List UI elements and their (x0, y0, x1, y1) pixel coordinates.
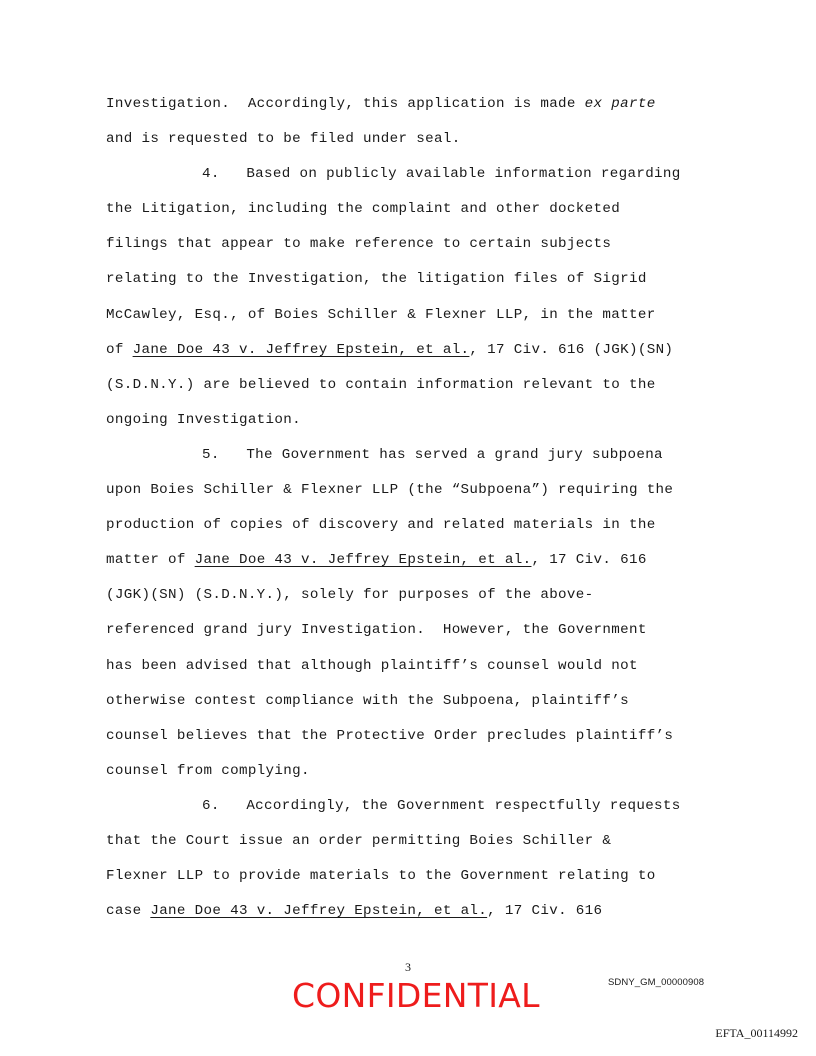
text-line: that the Court issue an order permitting Boies Schiller & (106, 832, 612, 849)
text-line: counsel believes that the Protective Order precludes plaintiff’s (106, 727, 674, 744)
case-citation: Jane Doe 43 v. Jeffrey Epstein, et al. (132, 341, 470, 358)
body-text (106, 87, 716, 929)
ex-parte-term: ex parte (584, 96, 656, 112)
paragraph-first-line: 6. Accordingly, the Government respectfully requests (202, 797, 681, 814)
text-line: upon Boies Schiller & Flexner LLP (the “Subpoena”) requiring the (106, 482, 674, 499)
text-line: production of copies of discovery and related materials in the (106, 517, 656, 534)
text-line: relating to the Investigation, the litigation files of Sigrid (106, 271, 647, 288)
text-line: referenced grand jury Investigation. However, the Government (106, 622, 647, 639)
text-line: McCawley, Esq., of Boies Schiller & Flexner LLP, in the matter (106, 306, 656, 323)
text-line: Flexner LLP to provide materials to the Government relating to (106, 868, 656, 885)
text-line: of Jane Doe 43 v. Jeffrey Epstein, et al., 17 Civ. 616 (JGK)(SN) (106, 341, 674, 358)
text-line: has been advised that although plaintiff’s counsel would not (106, 657, 638, 674)
text-line: filings that appear to make reference to certain subjects (106, 236, 612, 253)
case-citation: Jane Doe 43 v. Jeffrey Epstein, et al. (150, 903, 488, 920)
text-line: counsel from complying. (106, 762, 310, 779)
text-line: case Jane Doe 43 v. Jeffrey Epstein, et al., 17 Civ. 616 (106, 903, 603, 920)
text-line: and is requested to be filed under seal. (106, 131, 461, 148)
text-line: ongoing Investigation. (106, 411, 302, 428)
paragraph-first-line: 5. The Government has served a grand jury subpoena (202, 446, 663, 463)
paragraph-6 (106, 789, 716, 929)
text-line: (S.D.N.Y.) are believed to contain information relevant to the (106, 376, 656, 393)
page-number: 3 (405, 960, 411, 974)
case-citation: Jane Doe 43 v. Jeffrey Epstein, et al. (194, 552, 532, 569)
paragraph-5 (106, 438, 716, 789)
text-line: matter of Jane Doe 43 v. Jeffrey Epstein, et al., 17 Civ. 616 (106, 552, 647, 569)
confidential-stamp: CONFIDENTIAL (292, 976, 540, 1015)
text-line: otherwise contest compliance with the Subpoena, plaintiff’s (106, 692, 629, 709)
bates-number: SDNY_GM_00000908 (608, 977, 705, 988)
paragraph-first-line: 4. Based on publicly available information regarding (202, 166, 681, 183)
text-line: (JGK)(SN) (S.D.N.Y.), solely for purposes of the above- (106, 587, 594, 604)
text-line: the Litigation, including the complaint and other docketed (106, 201, 621, 218)
text-line: Investigation. Accordingly, this application is made ex parte (106, 96, 656, 112)
paragraph-4 (106, 157, 716, 438)
efta-number: EFTA_00114992 (715, 1026, 798, 1040)
